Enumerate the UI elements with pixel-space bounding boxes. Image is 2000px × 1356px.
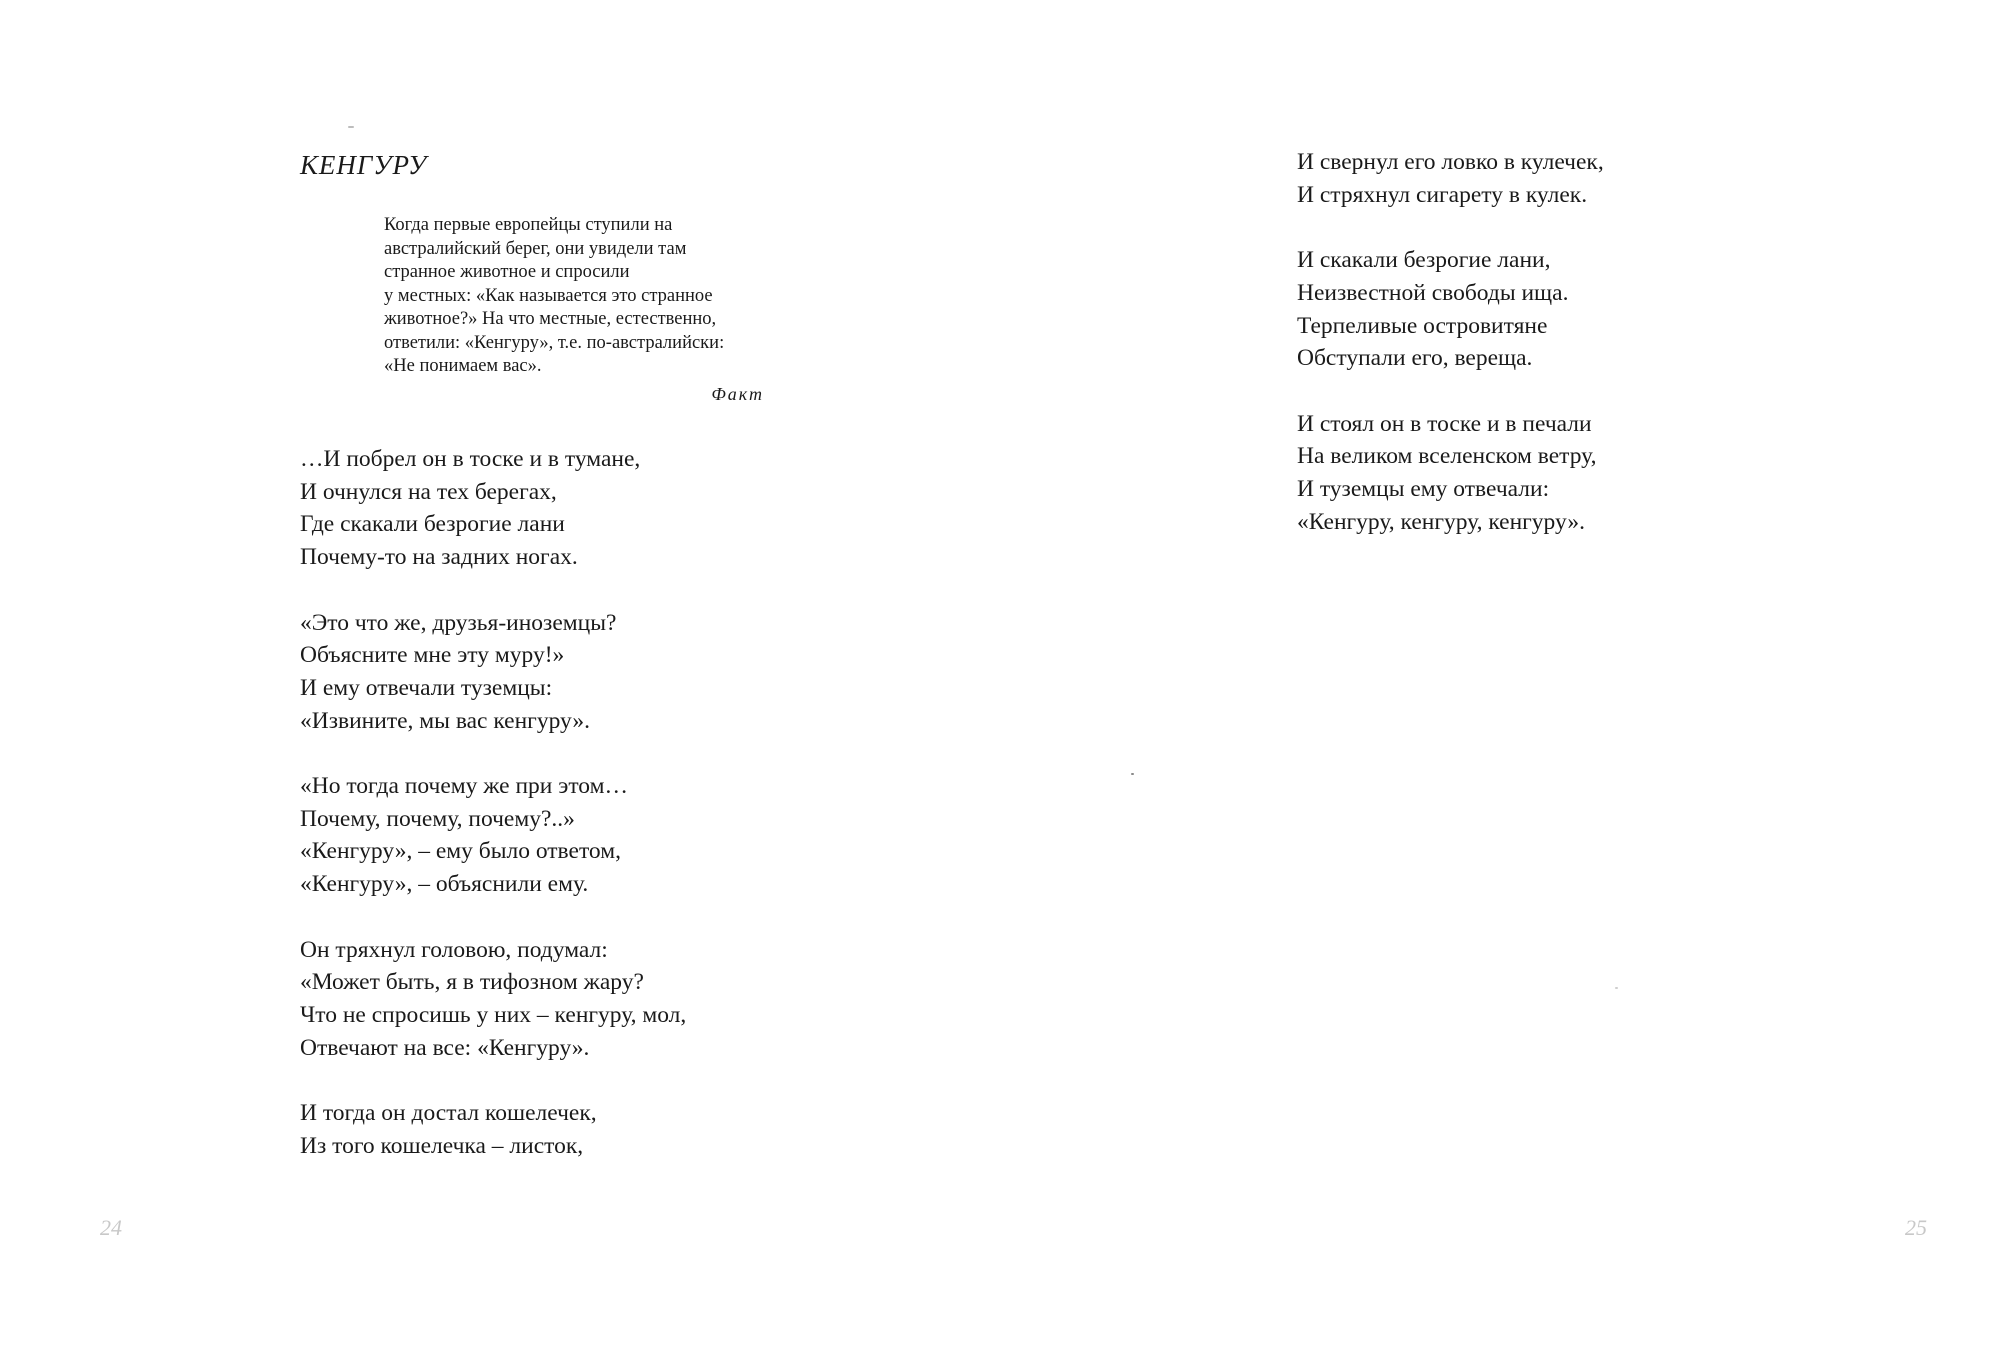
verse-line: Что не спросишь у них – кенгуру, мол, <box>300 1001 687 1028</box>
verse-line: И тогда он достал кошелечек, <box>300 1100 597 1126</box>
verse-line: Объясните мне эту муру!» <box>300 642 565 669</box>
stanza <box>300 1097 686 1162</box>
verse-line: «Может быть, я в тифозном жару? <box>300 969 644 996</box>
stanza <box>300 934 686 1065</box>
poem-title: КЕНГУРУ <box>300 150 428 180</box>
verse-line: И свернул его ловко в кулечек, <box>1297 149 1604 175</box>
scan-speck <box>1131 773 1134 775</box>
page-number-right: 25 <box>1905 1215 1927 1240</box>
verse-line: Из того кошелечка – листок, <box>300 1132 584 1159</box>
verse-line: И очнулся на тех берегах, <box>300 478 557 505</box>
epigraph-line: Когда первые европейцы ступили на <box>384 215 673 235</box>
verse-line: «Это что же, друзья-иноземцы? <box>300 609 617 636</box>
stanza <box>1297 146 1604 211</box>
verse-line: На великом вселенском ветру, <box>1297 443 1597 470</box>
stanza <box>300 443 686 574</box>
verse-line: Он тряхнул головою, подумал: <box>300 936 608 963</box>
right-page <box>1000 0 2000 1356</box>
verse-line: И ему отвечали туземцы: <box>300 674 553 701</box>
verse-line: И туземцы ему отвечали: <box>1297 476 1550 502</box>
verse-line: «Кенгуру», – ему было ответом, <box>300 838 621 865</box>
page-number-left: 24 <box>100 1215 122 1240</box>
stanza <box>300 770 686 901</box>
scan-speck <box>348 126 354 128</box>
stanza <box>1297 408 1604 539</box>
verse-line: Почему-то на задних ногах. <box>300 544 578 571</box>
verse-line: «Извините, мы вас кенгуру». <box>300 707 590 734</box>
verse-line: Неизвестной свободы ища. <box>1297 279 1569 306</box>
verse-line: И стоял он в тоске и в печали <box>1297 410 1592 437</box>
verse-line: «Кенгуру, кенгуру, кенгуру». <box>1297 508 1585 535</box>
scan-speck <box>1615 987 1618 989</box>
verse-line: Обступали его, вереща. <box>1297 345 1533 372</box>
epigraph-line: у местных: «Как называется это странное <box>384 285 713 306</box>
verse-line: Терпеливые островитяне <box>1297 312 1548 339</box>
epigraph <box>384 214 784 379</box>
verse-line: «Но тогда почему же при этом… <box>300 773 628 799</box>
epigraph-line: «Не понимаем вас». <box>384 356 542 376</box>
epigraph-source: Факт <box>711 384 764 404</box>
verse-line: Где скакали безрогие лани <box>300 511 565 538</box>
poem-body-right <box>1297 146 1604 571</box>
verse-line: …И побрел он в тоске и в тумане, <box>300 446 641 472</box>
epigraph-line: австралийский берег, они увидели там <box>384 238 687 259</box>
verse-line: «Кенгуру», – объяснили ему. <box>300 871 589 898</box>
verse-line: И стряхнул сигарету в кулек. <box>1297 181 1588 208</box>
epigraph-line: животное?» На что местные, естественно, <box>384 309 717 329</box>
verse-line: Почему, почему, почему?..» <box>300 805 575 832</box>
stanza <box>1297 244 1604 375</box>
verse-line: Отвечают на все: «Кенгуру». <box>300 1034 590 1061</box>
poem-body-left <box>300 443 686 1195</box>
epigraph-line: ответили: «Кенгуру», т.е. по-австралийски: <box>384 332 725 353</box>
verse-line: И скакали безрогие лани, <box>1297 247 1551 274</box>
stanza <box>300 607 686 738</box>
epigraph-line: странное животное и спросили <box>384 262 630 282</box>
